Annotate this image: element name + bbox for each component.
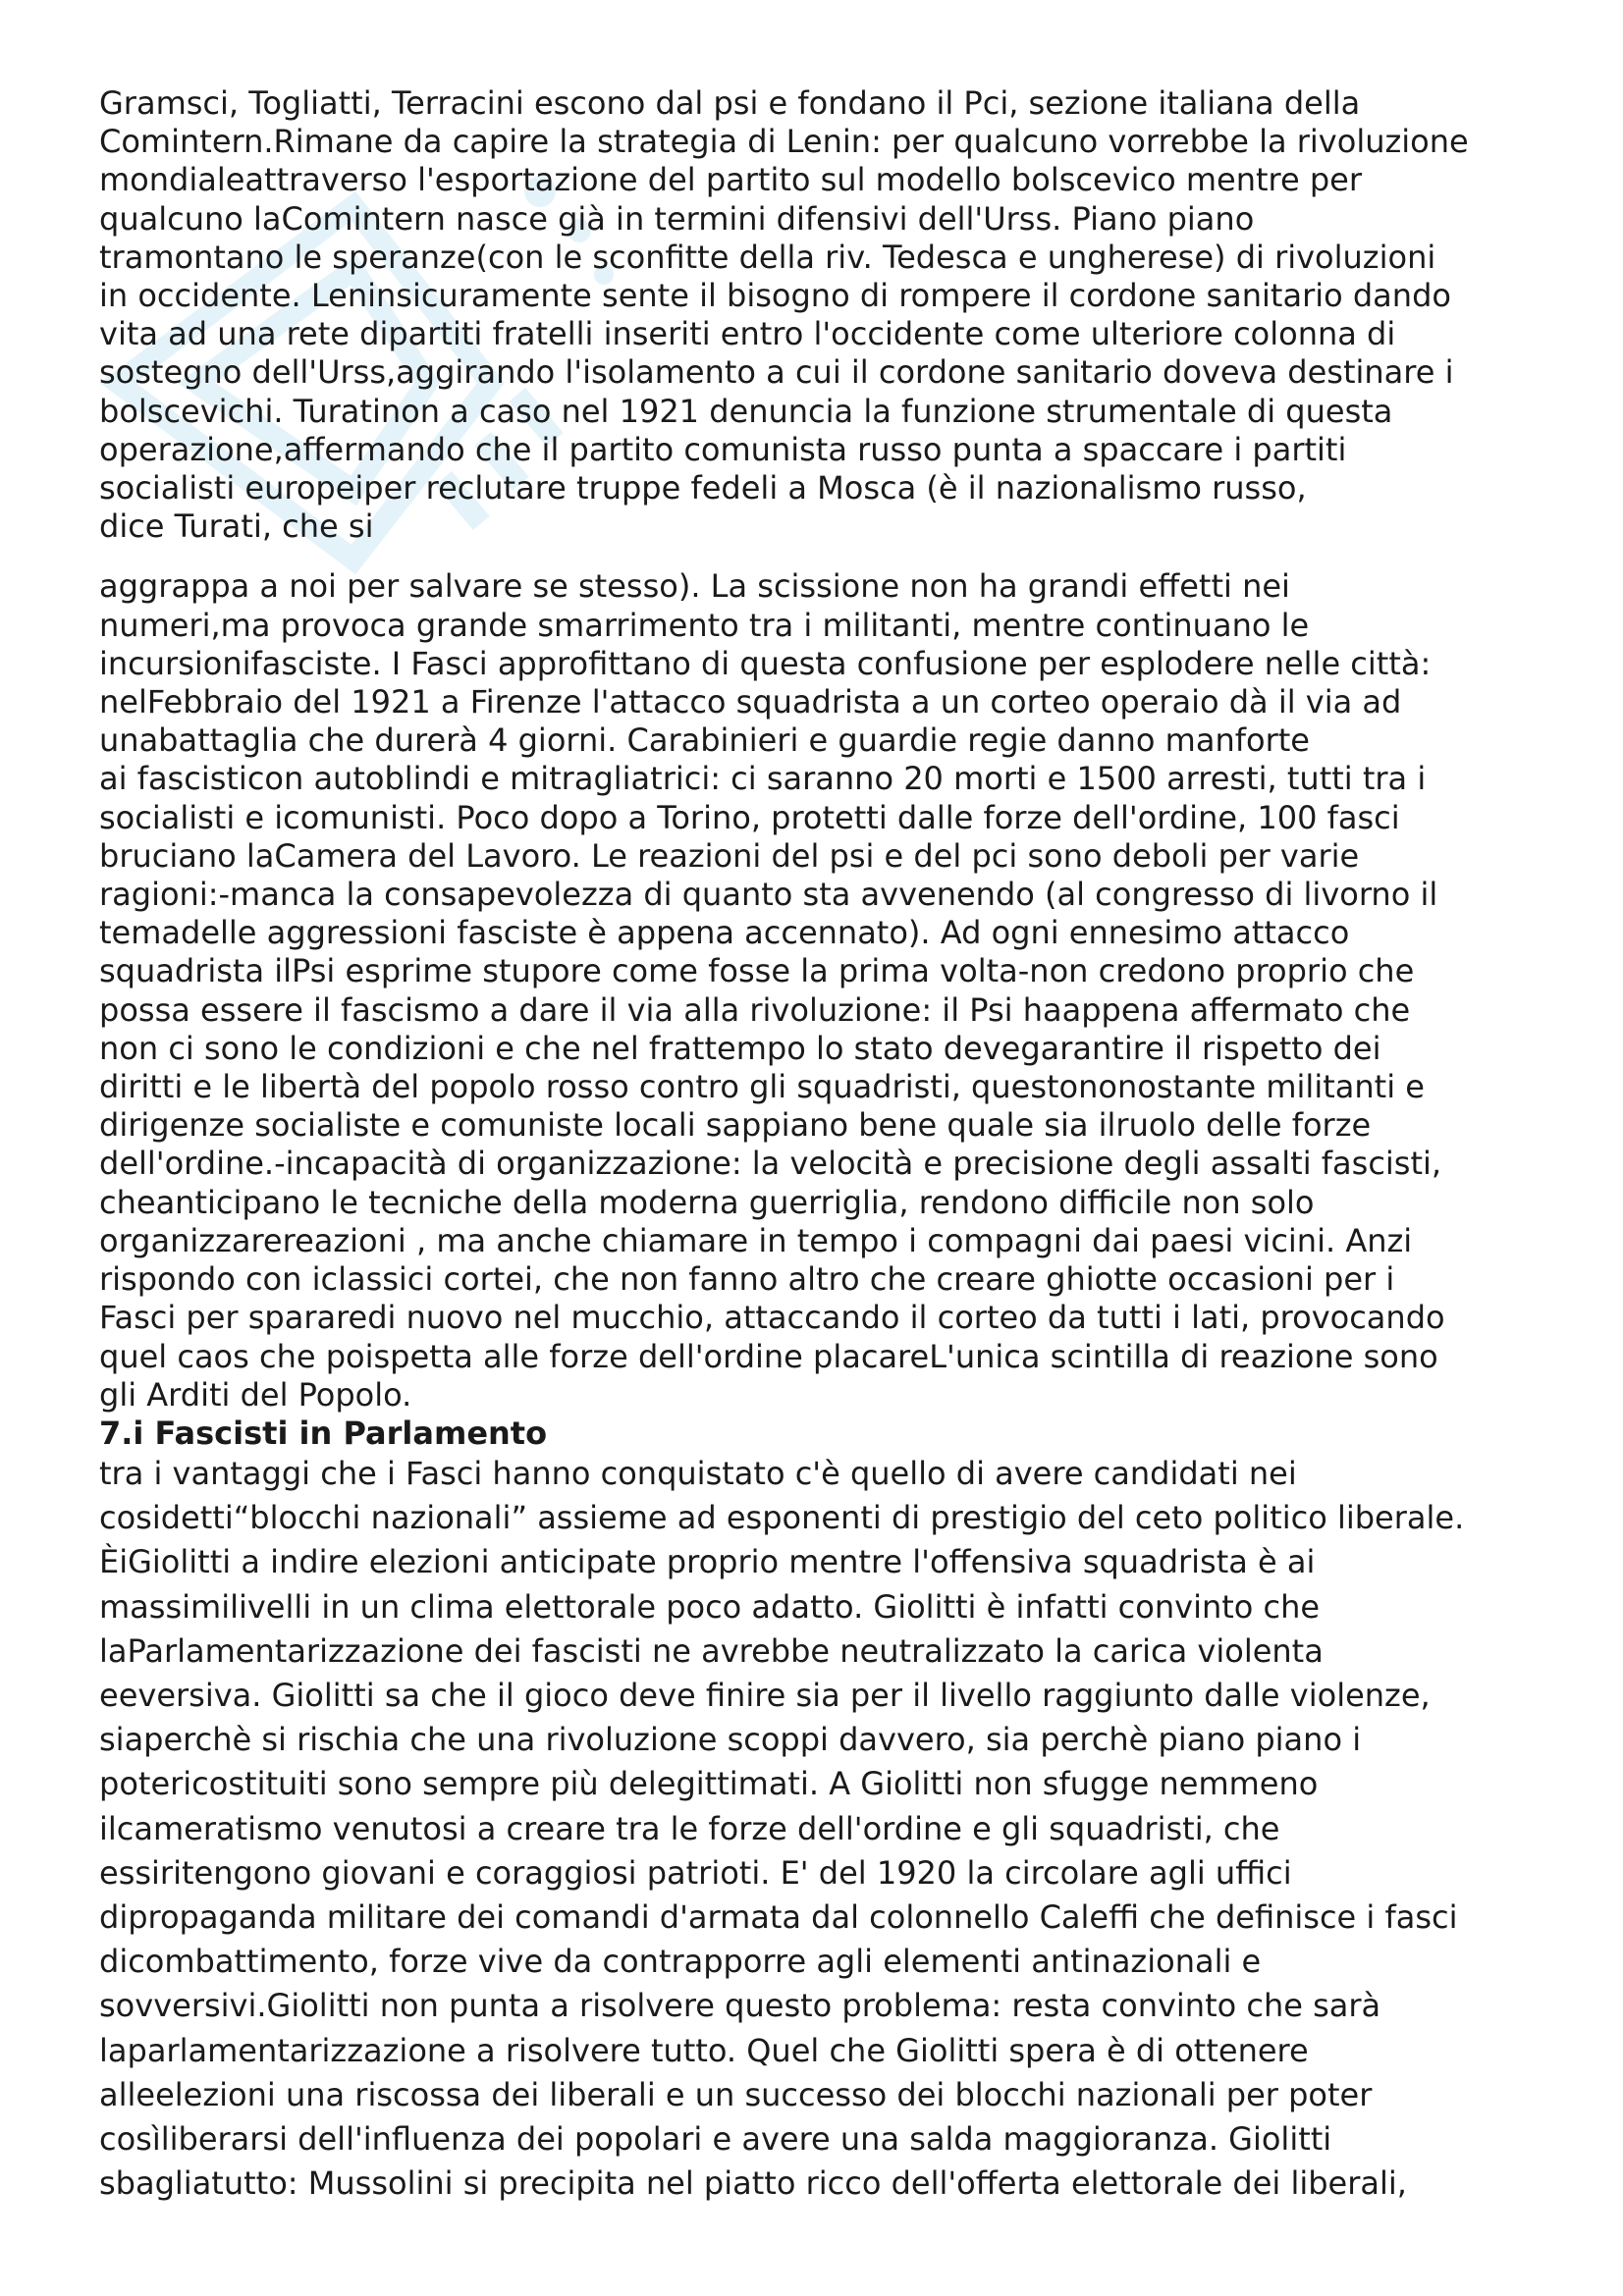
text-line: cosìliberarsi dell'influenza dei popolari e avere una salda maggioranza. Giolitti [99,2119,1332,2158]
text-line: tra i vantaggi che i Fasci hanno conquistato c'è quello di avere candidati nei [99,1454,1297,1492]
text-line: Fasci per spararedi nuovo nel mucchio, attaccando il corteo da tutti i lati, provocando [99,1299,1445,1337]
document-page [99,84,1542,2206]
paragraph-block-3 [99,1452,1542,2206]
paragraph-block-2 [99,567,1542,1414]
text-line: essiritengono giovani e coraggiosi patrioti. E' del 1920 la circolare agli uffici [99,1853,1292,1892]
text-line: diritti e le libertà del popolo rosso contro gli squadristi, questononostante militanti e [99,1068,1425,1106]
text-line: socialisti e icomunisti. Poco dopo a Torino, protetti dalle forze dell'ordine, 100 fasci [99,798,1400,836]
text-line: dirigenze socialiste e comuniste locali sappiano bene quale sia ilruolo delle forze [99,1106,1372,1145]
text-line: nelFebbraio del 1921 a Firenze l'attacco squadrista a un corteo operaio dà il via ad [99,683,1402,721]
text-line: dicombattimento, forze vive da contrapporre agli elementi antinazionali e [99,1943,1262,1981]
text-line: vita ad una rete dipartiti fratelli inseriti entro l'occidente come ulteriore colonna di [99,315,1396,353]
section-heading: 7.i Fascisti in Parlamento [99,1414,548,1452]
text-line: rispondo con iclassici cortei, che non fanno altro che creare ghiotte occasioni per i [99,1260,1395,1299]
text-line: gli Arditi del Popolo. [99,1375,412,1414]
text-line: operazione,affermando che il partito comunista russo punta a spaccare i partiti [99,430,1347,468]
text-line: cosidetti“blocchi nazionali” assieme ad esponenti di prestigio del ceto politico liberale. [99,1499,1465,1537]
text-line: laparlamentarizzazione a risolvere tutto. Quel che Giolitti spera è di ottenere [99,2031,1309,2069]
text-line: sovversivi.Giolitti non punta a risolvere questo problema: resta convinto che sarà [99,1987,1381,2025]
text-line: alleelezioni una riscossa dei liberali e un successo dei blocchi nazionali per poter [99,2075,1373,2113]
text-line: bruciano laCamera del Lavoro. Le reazioni del psi e del pci sono deboli per varie [99,836,1360,875]
text-line: dice Turati, che si [99,507,374,546]
text-line: eeversiva. Giolitti sa che il gioco deve finire sia per il livello raggiunto dalle violenze, [99,1676,1431,1714]
text-line: ilcameratismo venutosi a creare tra le forze dell'ordine e gli squadristi, che [99,1809,1280,1847]
text-line: siaperchè si rischia che una rivoluzione scoppi davvero, sia perchè piano piano i [99,1721,1362,1759]
text-line: dipropaganda militare dei comandi d'armata dal colonnello Caleffi che definisce i fasci [99,1897,1458,1936]
text-line: mondialeattraverso l'esportazione del partito sul modello bolscevico mentre per [99,161,1362,199]
text-line: potericostituiti sono sempre più delegittimati. A Giolitti non sfugge nemmeno [99,1765,1319,1803]
paragraph-block-1 [99,84,1542,546]
text-line: unabattaglia che durerà 4 giorni. Carabinieri e guardie regie danno manforte [99,721,1310,760]
text-line: qualcuno laComintern nasce già in termini difensivi dell'Urss. Piano piano [99,199,1255,238]
text-line: laParlamentarizzazione dei fascisti ne avrebbe neutralizzato la carica violenta [99,1631,1324,1670]
text-line: incursionifasciste. I Fasci approfittano di questa confusione per esplodere nelle città: [99,644,1432,682]
text-line: ai fascisticon autoblindi e mitragliatrici: ci saranno 20 morti e 1500 arresti, tutti tra i [99,760,1427,798]
text-line: organizzarereazioni , ma anche chiamare in tempo i compagni dai paesi vicini. Anzi [99,1221,1413,1259]
text-line: bolscevichi. Turatinon a caso nel 1921 denuncia la funzione strumentale di questa [99,392,1393,430]
text-line: ragioni:-manca la consapevolezza di quanto sta avvenendo (al congresso di livorno il [99,876,1438,914]
text-line: quel caos che poispetta alle forze dell'ordine placareL'unica scintilla di reazione sono [99,1337,1438,1375]
text-line: massimilivelli in un clima elettorale poco adatto. Giolitti è infatti convinto che [99,1587,1321,1626]
text-line: squadrista ilPsi esprime stupore come fosse la prima volta-non credono proprio che [99,952,1415,990]
text-line: socialisti europeiper reclutare truppe fedeli a Mosca (è il nazionalismo russo, [99,469,1307,507]
text-line: aggrappa a noi per salvare se stesso). La scissione non ha grandi effetti nei [99,567,1290,606]
text-line: sostegno dell'Urss,aggirando l'isolamento a cui il cordone sanitario doveva destinare i [99,353,1454,392]
text-line: non ci sono le condizioni e che nel frattempo lo stato devegarantire il rispetto dei [99,1029,1381,1067]
text-line: tramontano le speranze(con le sconfitte della riv. Tedesca e ungherese) di rivoluzioni [99,238,1436,276]
text-line: ÈiGiolitti a indire elezioni anticipate proprio mentre l'offensiva squadrista è ai [99,1543,1316,1581]
text-line: numeri,ma provoca grande smarrimento tra i militanti, mentre continuano le [99,606,1310,644]
text-line: temadelle aggressioni fasciste è appena accennato). Ad ogni ennesimo attacco [99,914,1350,952]
text-line: in occidente. Leninsicuramente sente il bisogno di rompere il cordone sanitario dando [99,277,1451,315]
text-line: Gramsci, Togliatti, Terracini escono dal psi e fondano il Pci, sezione italiana della [99,84,1361,122]
text-line: sbagliatutto: Mussolini si precipita nel piatto ricco dell'offerta elettorale dei liberali, [99,2164,1407,2203]
text-line: possa essere il fascismo a dare il via alla rivoluzione: il Psi haappena affermato che [99,990,1411,1029]
text-line: dell'ordine.-incapacità di organizzazione: la velocità e precisione degli assalti fascisti, [99,1145,1442,1183]
text-line: Comintern.Rimane da capire la strategia di Lenin: per qualcuno vorrebbe la rivoluzione [99,123,1469,161]
paragraph-gap [99,546,1542,567]
text-line: cheanticipano le tecniche della moderna guerriglia, rendono difficile non solo [99,1183,1315,1221]
